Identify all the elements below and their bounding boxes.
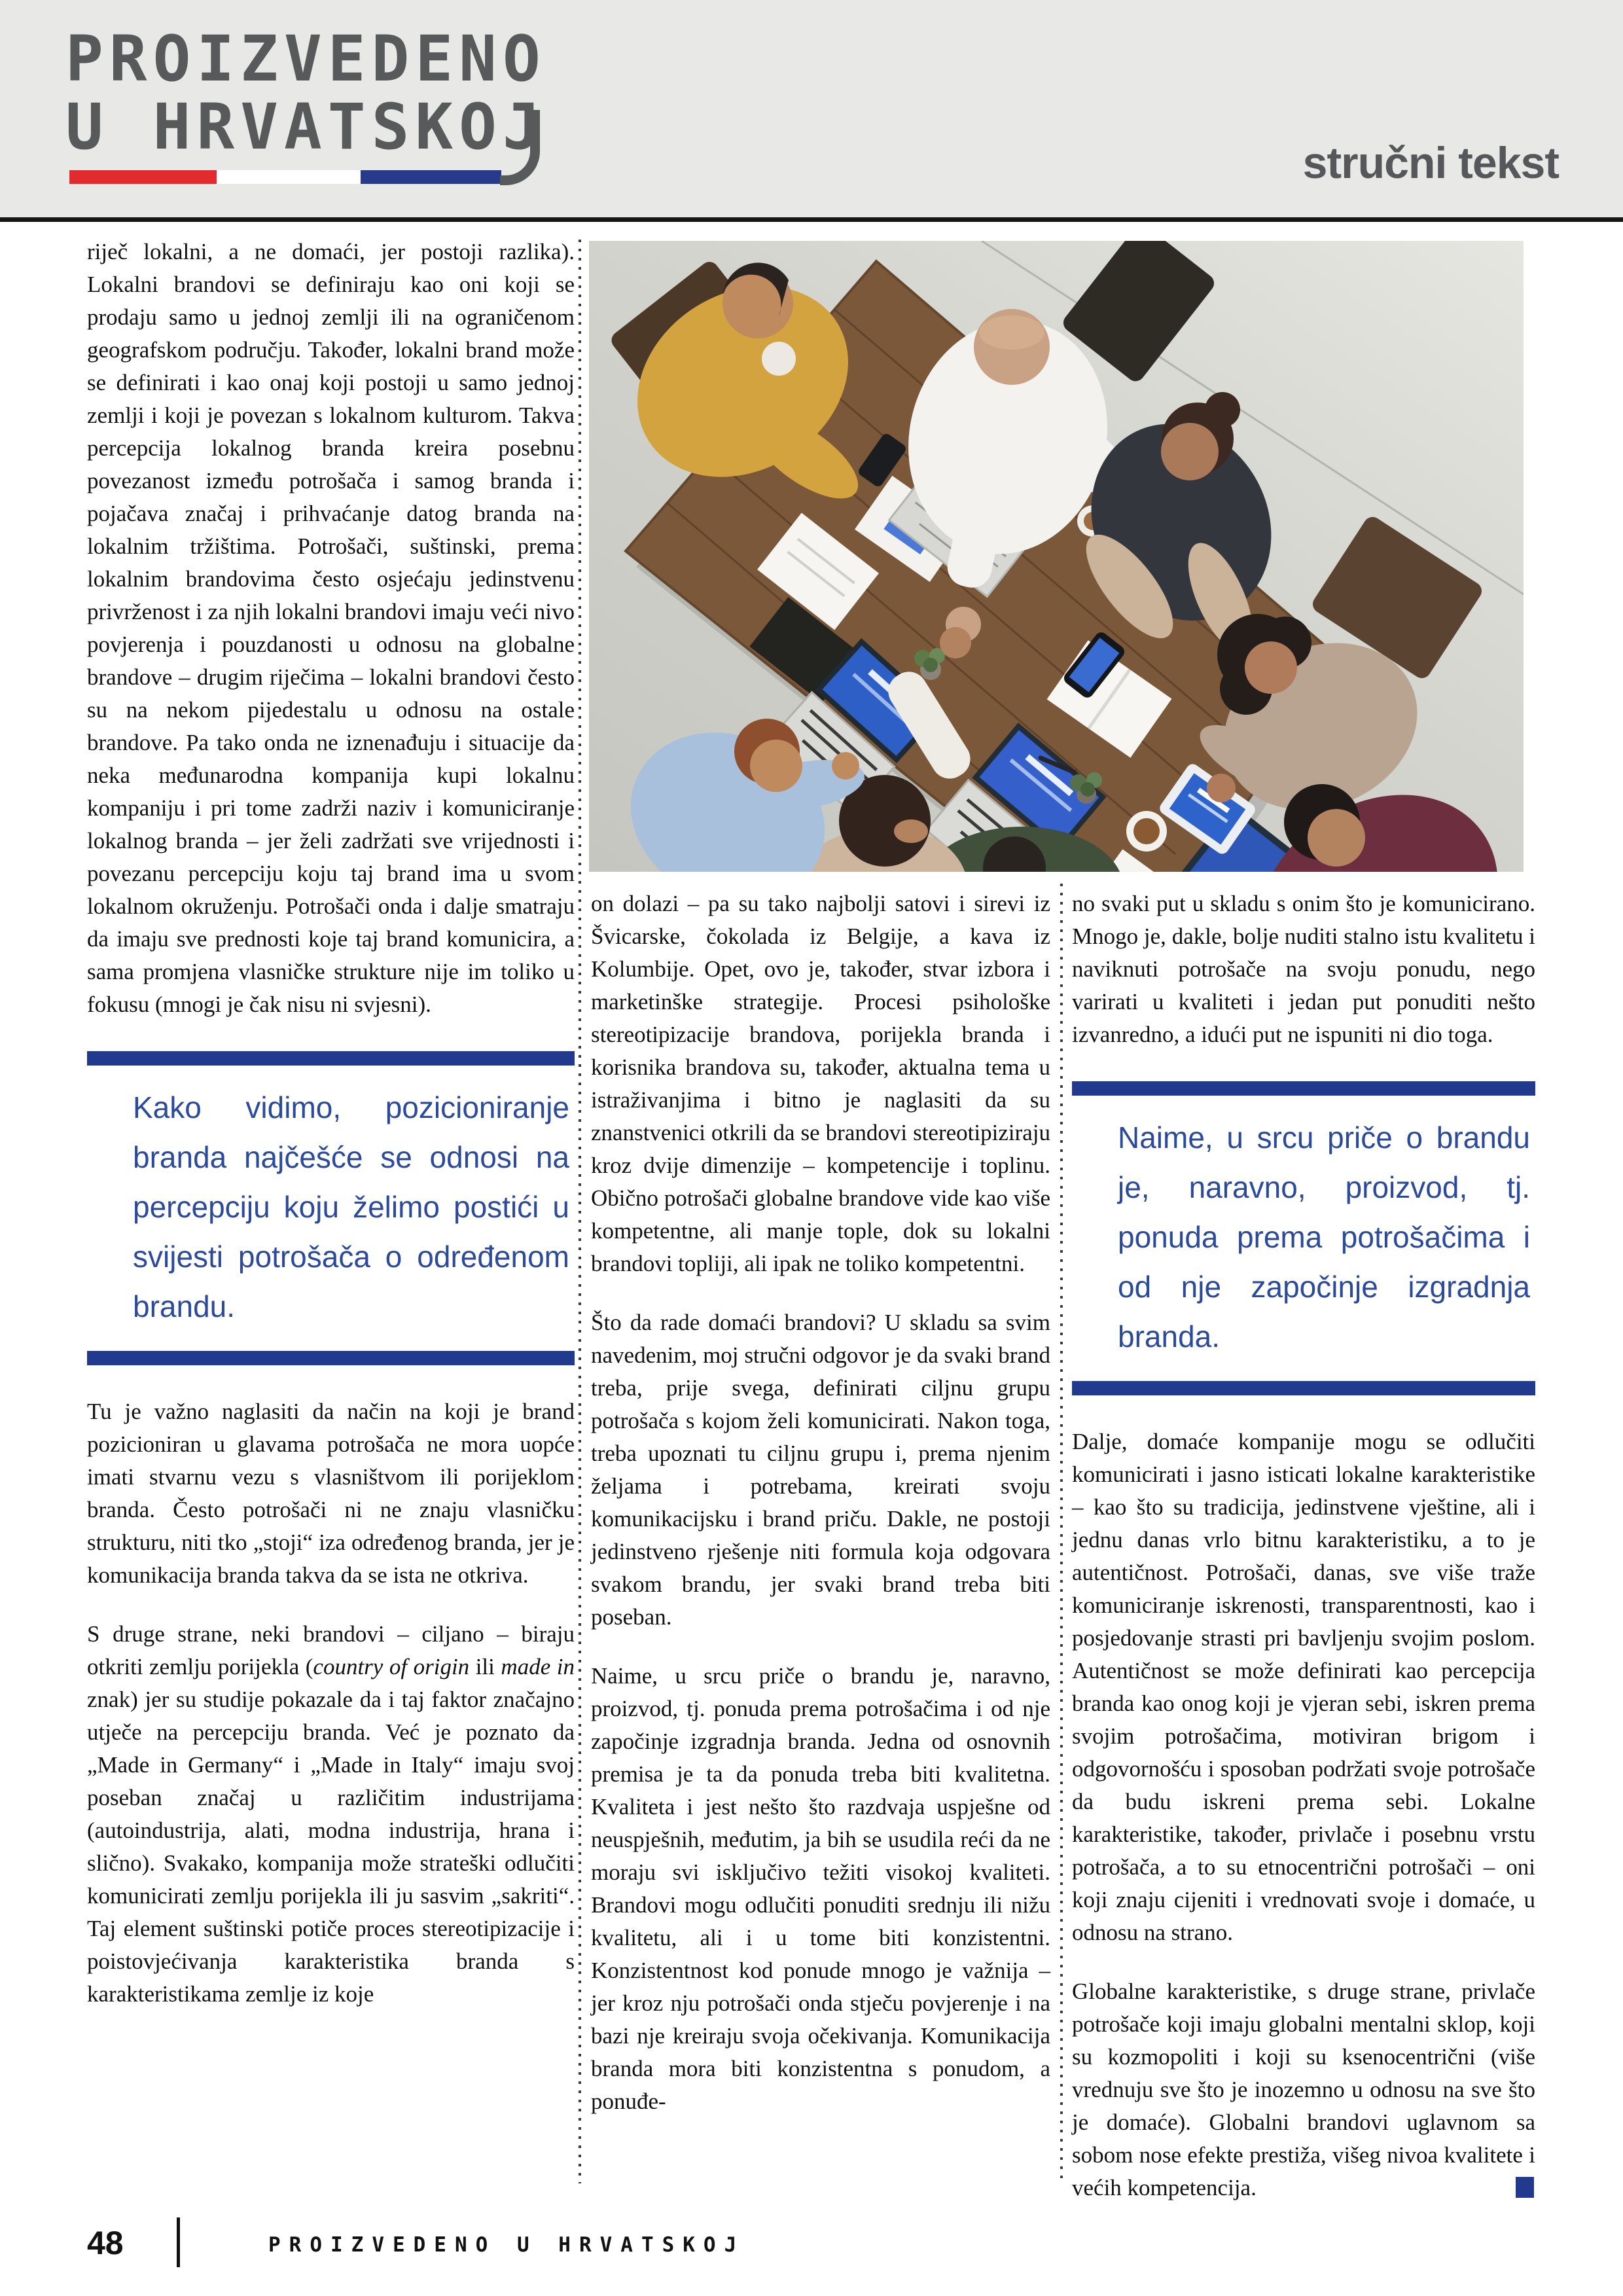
quote-bottom-bar (1072, 1381, 1535, 1395)
column-left (87, 236, 575, 2037)
section-label: stručni tekst (1302, 138, 1559, 188)
page-number: 48 (87, 2225, 124, 2261)
magazine-logo (65, 22, 546, 164)
footer-magazine-name: PROIZVEDENO U HRVATSKOJ (268, 2233, 745, 2257)
masthead-rule (0, 217, 1623, 222)
masthead (0, 0, 1623, 217)
article-photo (589, 241, 1524, 872)
paragraph: S druge strane, neki brandovi – ciljano – biraju otkriti zemlju porijekla (country of origin ili made in znak) jer su studije pokazale da i taj faktor značajno utječe na percepciju branda. Već je poznato da „Made in Germany“ i „Made in Italy“ imaju svoj poseban značaj u različitim industrijama (autoindustrija, alati, modna industrija, hrana i slično). Svakako, kompanija može strateški odlučiti komunicirati zemlju porijekla ili ju sasvim „sakriti“. Taj element suštinski potiče proces stereotipizacije i poistovjećivanja karakteristika branda s karakteristikama zemlje iz koje (87, 1621, 575, 2007)
quote-text: Naime, u srcu priče o brandu je, naravno, proizvod, tj. ponuda prema potrošačima i od nje započinje izgradnja branda. (1118, 1121, 1530, 1354)
column-divider-left (579, 240, 581, 2183)
paragraph: Dalje, domaće kompanije mogu se odlučiti komunicirati i jasno isticati lokalne karakteristike – kao što su tradicija, jedinstvene vještine, ali i jednu danas vrlo bitnu karakteristiku, a to je autentičnost. Potrošači, danas, sve više traže komuniciranje iskrenosti, transparentnosti, kao i posjedovanje strasti pri bavljenju svojim poslom. Autentičnost se može definirati kao percepcija branda kao onog koji je vjeran sebi, iskren prema svojim potrošačima, motiviran brigom i odgovornošću i sposoban podržati svoje potrošače da budu iskreni prema sebi. Lokalne karakteristike, također, privlače i posebnu vrstu potrošača, a to su etnocentrični potrošači – oni koji znaju cijeniti i vrednovati svoje i domaće, u odnosu na strano. (1072, 1429, 1535, 1945)
pull-quote-right (1072, 1081, 1535, 1395)
paragraph: Što da rade domaći brandovi? U skladu sa svim navedenim, moj stručni odgovor je da svaki brand treba, prije svega, definirati ciljnu grupu potrošača s kojom želi komunicirati. Nakon toga, treba upoznati tu ciljnu grupu i, prema njenim željama i potrebama, kreirati svoju komunikacijsku i brand priču. Dakle, ne postoji jedinstveno rješenje niti formula koja odgovara svakom brandu, jer svaki brand treba biti poseban. (591, 1310, 1050, 1630)
article-end-mark (1516, 2177, 1534, 2198)
quote-text: Kako vidimo, pozicioniranje branda najčešće se odnosi na percepciju koju želimo postići u svijesti potrošača o određenom brandu. (133, 1090, 569, 1323)
paragraph-last (1072, 1975, 1535, 2204)
paragraph: Naime, u srcu priče o brandu je, naravno, proizvod, tj. ponuda prema potrošačima i od nje započinje izgradnja branda. Jedna od osnovnih premisa je ta da ponuda treba biti kvalitetna. Kvaliteta i jest nešto što razdvaja uspješne od neuspješnih, međutim, ja bih se usudila reći da ne moraju svi isključivo težiti visokoj kvaliteti. Brandovi mogu odlučiti ponuditi srednju ili nižu kvalitetu, ali i u tome biti konzistentni. Konzistentnost kod ponude mnogo je važnija – jer kroz nju potrošači onda stječu povjerenje i na bazi nje kreiraju svoja očekivanja. Komunikacija branda mora biti konzistentna s ponudom, a ponuđe- (591, 1663, 1050, 2114)
paragraph: no svaki put u skladu s onim što je komunicirano. Mnogo je, dakle, bolje nuditi stalno istu kvalitetu i naviknuti potrošače na svoju ponudu, nego varirati u kvaliteti i jedan put ponuditi nešto izvanredno, a idući put ne ispuniti ni dio toga. (1072, 891, 1535, 1047)
paragraph: on dolazi – pa su tako najbolji satovi i sirevi iz Švicarske, čokolada iz Belgije, a kava iz Kolumbije. Opet, ovo je, također, stvar izbora i marketinške strategije. Procesi psihološke stereotipizacije brandova, porijekla branda i korisnika brandova su, također, aktualna tema u istraživanjima i bitno je naglasiti da su znanstvenici otkrili da se brandovi stereotipiziraju kroz dvije dimenzije – kompetencije i toplinu. Obično potrošači globalne brandove vide kao više kompetentne, ali manje tople, dok su lokalni brandovi topliji, ali ipak ne toliko kompetentni. (591, 891, 1050, 1276)
quote-bottom-bar (87, 1351, 575, 1365)
pull-quote-left (87, 1051, 575, 1365)
logo-line-1: PROIZVEDENO (65, 22, 546, 96)
logo-j-tail (500, 110, 540, 185)
column-divider-right (1060, 884, 1063, 2183)
paragraph-text: Globalne karakteristike, s druge strane, privlače potrošače koji imaju globalni mentalni sklop, koji su kozmopoliti i koji su ksenocentrični (više vrednuju sve što je inozemno u odnosu na sve što je domaće). Globalni brandovi uglavnom sa sobom nose efekte prestiža, višeg nivoa kvalitete i većih kompetencija. (1072, 1979, 1535, 2200)
footer-separator (177, 2217, 180, 2267)
quote-top-bar (87, 1051, 575, 1066)
paragraph: riječ lokalni, a ne domaći, jer postoji razlika). Lokalni brandovi se definiraju kao oni koji se prodaju samo u jednoj zemlji ili na ograničenom geografskom području. Također, lokalni brand može se definirati i kao onaj koji postoji u samo jednoj zemlji i koji je povezan s lokalnom kulturom. Takva percepcija lokalnog branda kreira posebnu povezanost između potrošača i samog branda i pojačava značaj i prihvaćanje datog branda na lokalnim tržištima. Potrošači, suštinski, prema lokalnim brandovima često osjećaju jedinstvenu privrženost i za njih lokalni brandovi imaju veći nivo povjerenja i pouzdanosti u odnosu na globalne brandove – drugim riječima – lokalni brandovi često su na nekom pijedestalu u odnosu na ostale brandove. Pa tako onda ne iznenađuju i situacije da neka međunarodna kompanija kupi lokalnu kompaniju i pri tome zadrži naziv i komuniciranje lokalnog branda – jer želi zadržati sve vrijednosti i povezanu percepciju koju taj brand ima u svom lokalnom okruženju. Potrošači onda i dalje smatraju da imaju sve prednosti koje taj brand komunicira, a sama promjena vlasničke strukture nije im toliko u fokusu (mnogi je čak nisu ni svjesni). (87, 239, 575, 1017)
flag-red-segment (69, 170, 217, 184)
paragraph: Tu je važno naglasiti da način na koji je brand pozicioniran u glavama potrošača ne mora uopće imati stvarnu vezu s vlasništvom ili porijeklom branda. Često potrošači ni ne znaju vlasničku strukturu, niti tko „stoji“ iza određenog branda, jer je komunikacija branda takva da se ista ne otkriva. (87, 1399, 575, 1588)
croatian-flag-underline (69, 170, 501, 184)
flag-blue-segment (361, 170, 501, 184)
column-right (1072, 888, 1535, 2231)
meeting-photo-illustration (589, 241, 1524, 872)
logo-line-2: U HRVATSKOJ (65, 90, 546, 164)
flag-white-segment (217, 170, 361, 184)
column-middle (591, 888, 1050, 2144)
quote-top-bar (1072, 1081, 1535, 1096)
